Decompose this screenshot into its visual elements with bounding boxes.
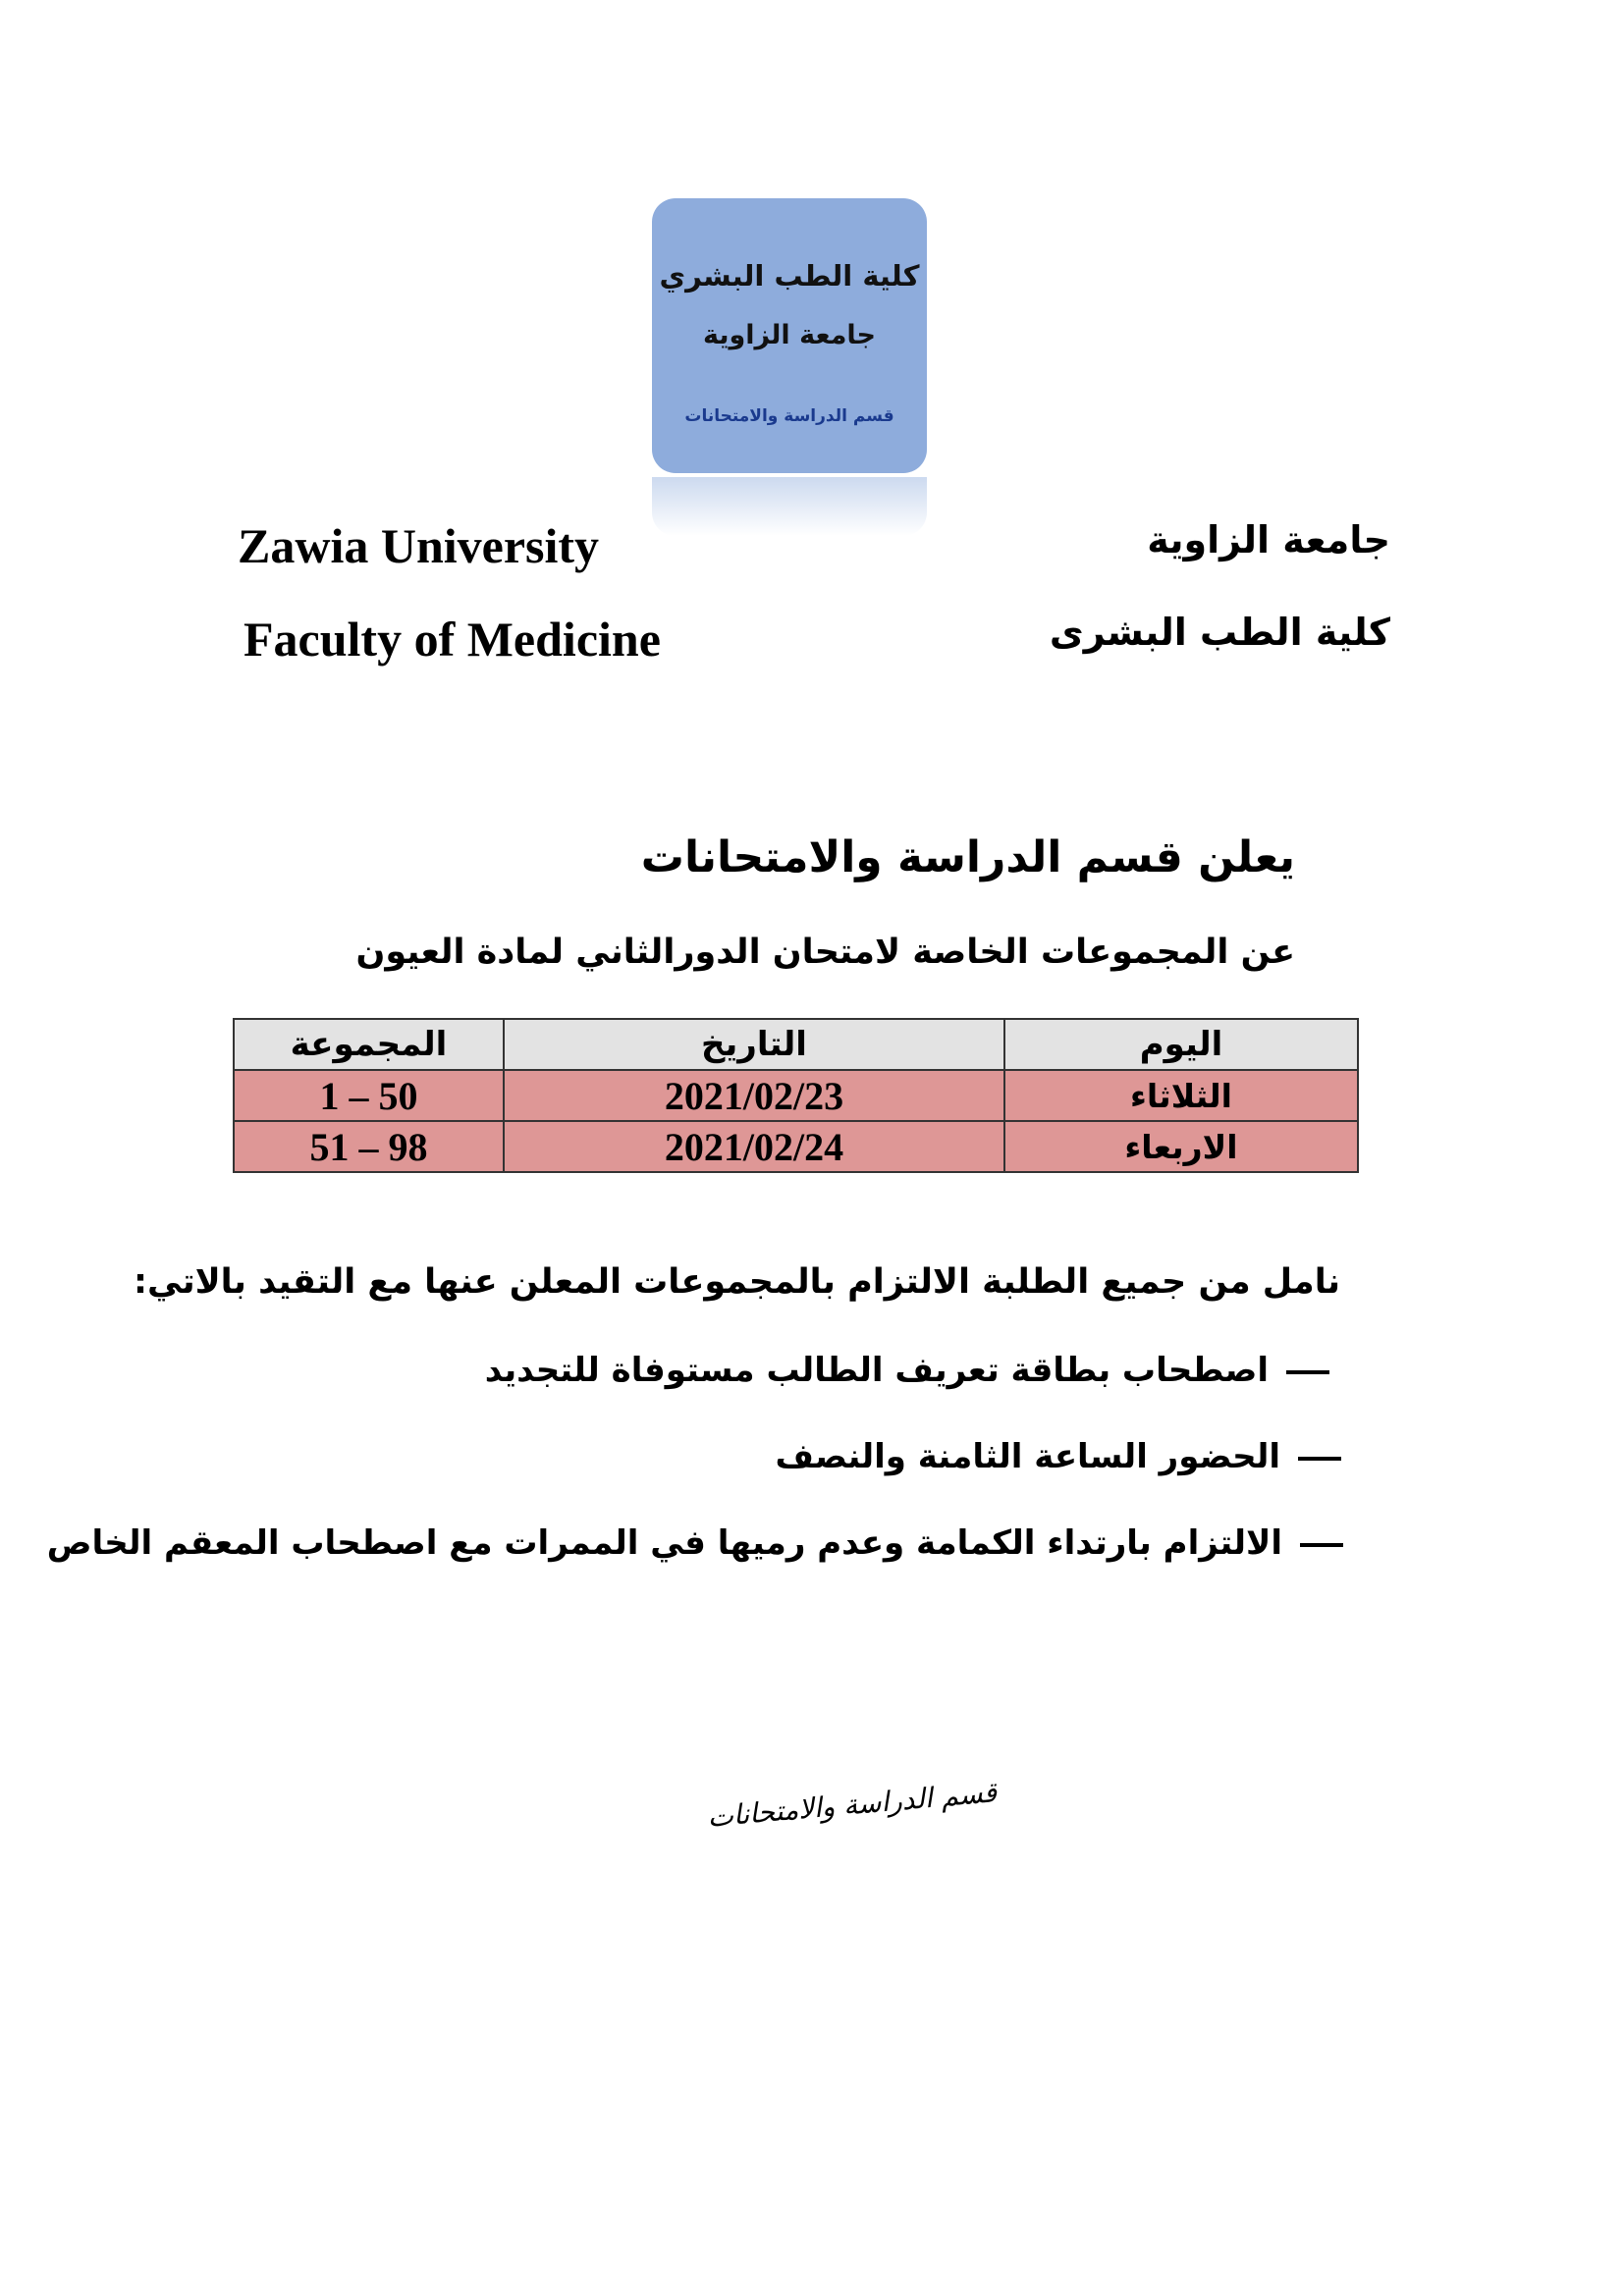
list-item-text: الحضور الساعة الثامنة والنصف — [775, 1437, 1280, 1476]
list-item — [47, 1523, 1343, 1563]
list-item — [776, 1437, 1342, 1476]
date-cell: 2021/02/23 — [504, 1070, 1004, 1121]
logo-reflection — [652, 477, 927, 536]
group-cell: 51 – 98 — [234, 1121, 504, 1172]
table-header-row — [234, 1019, 1358, 1070]
dash-bullet — [1286, 1370, 1329, 1374]
header-university-ar: جامعة الزاوية — [1147, 518, 1390, 561]
handwritten-signature: قسم الدراسة والامتحانات — [706, 1776, 999, 1834]
header-university-en: Zawia University — [238, 518, 600, 573]
table-row — [234, 1070, 1358, 1121]
announcement-subtitle: عن المجموعات الخاصة لامتحان الدورالثاني لمادة العيون — [355, 933, 1295, 972]
dash-bullet — [1300, 1543, 1343, 1547]
day-cell: الاربعاء — [1004, 1121, 1358, 1172]
day-cell: الثلاثاء — [1004, 1070, 1358, 1121]
logo-university-name: جامعة الزاوية — [702, 320, 877, 350]
list-item-text: اصطحاب بطاقة تعريف الطالب مستوفاة للتجديد — [484, 1351, 1269, 1390]
logo-faculty-name: كلية الطب البشري — [659, 259, 920, 293]
column-header-date: التاريخ — [504, 1019, 1004, 1070]
table-row — [234, 1121, 1358, 1172]
list-item-text: الالتزام بارتداء الكمامة وعدم رميها في الممرات مع اصطحاب المعقم الخاص — [46, 1523, 1282, 1563]
column-header-day: اليوم — [1004, 1019, 1358, 1070]
header-faculty-en: Faculty of Medicine — [244, 612, 661, 667]
date-cell: 2021/02/24 — [504, 1121, 1004, 1172]
header-faculty-ar: كلية الطب البشرى — [1049, 611, 1390, 654]
notes-intro: نامل من جميع الطلبة الالتزام بالمجموعات المعلن عنها مع التقيد بالاتي: — [134, 1262, 1340, 1302]
group-cell: 1 – 50 — [234, 1070, 504, 1121]
logo-department-name: قسم الدراسة والامتحانات — [684, 406, 894, 426]
list-item — [485, 1351, 1329, 1390]
announcement-title: يعلن قسم الدراسة والامتحانات — [640, 832, 1295, 882]
exam-schedule-table — [233, 1018, 1359, 1173]
faculty-logo — [652, 198, 927, 473]
column-header-group: المجموعة — [234, 1019, 504, 1070]
dash-bullet — [1298, 1457, 1341, 1461]
